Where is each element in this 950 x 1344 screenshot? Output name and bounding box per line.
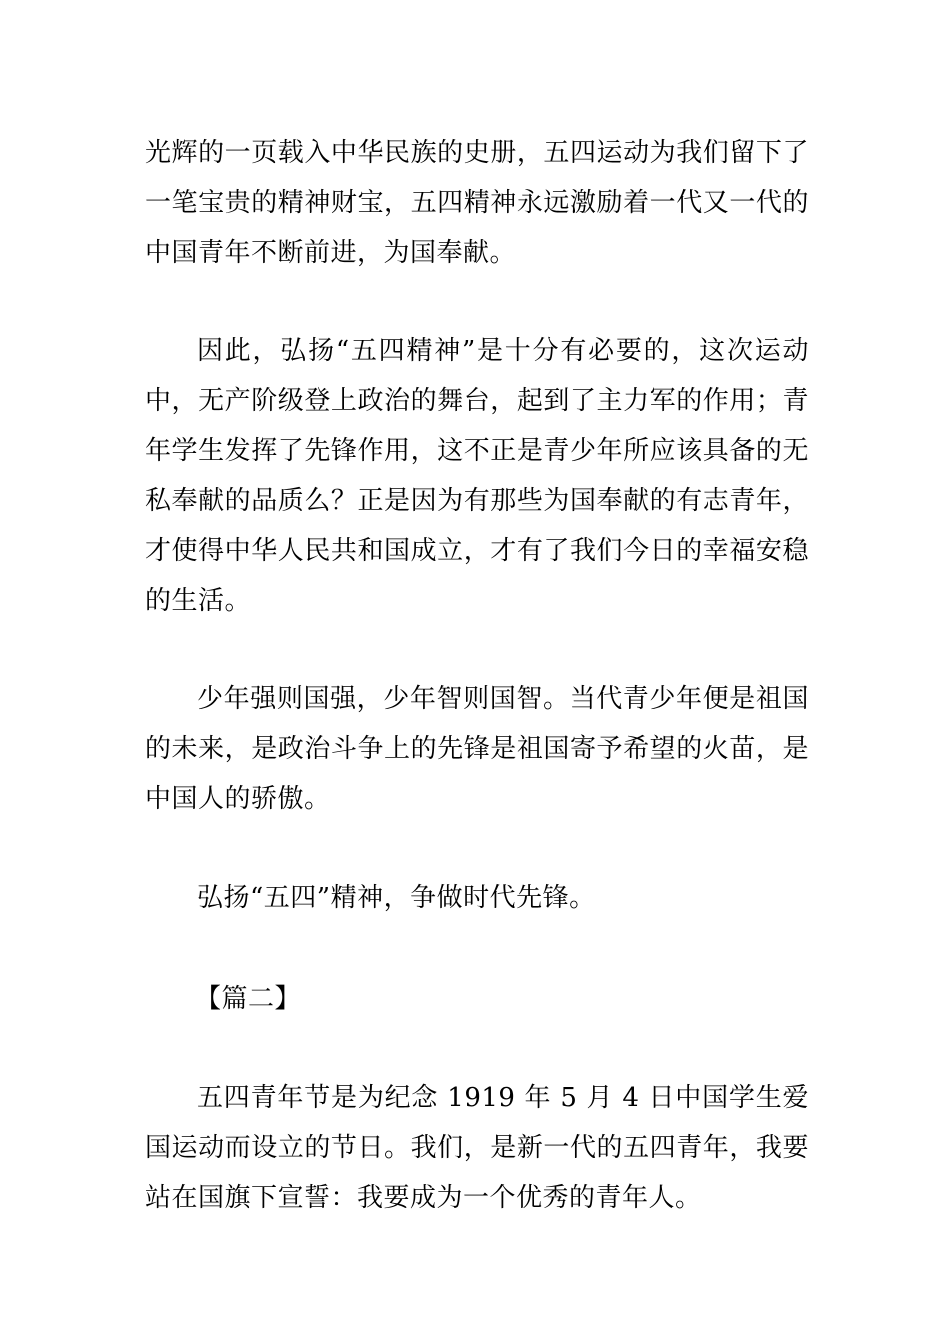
paragraph-youth-day: 五四青年节是为纪念 1919 年 5 月 4 日中国学生爱国运动而设立的节日。我们，是新一代的五四青年，我要站在国旗下宣誓：我要成为一个优秀的青年人。 bbox=[145, 1083, 809, 1213]
section-heading: 【篇二】 bbox=[195, 984, 302, 1014]
paragraph-spirit: 因此，弘扬“五四精神”是十分有必要的，这次运动中，无产阶级登上政治的舞台，起到了主力军的作用；青年学生发挥了先锋作用，这不正是青少年所应该具备的无私奉献的品质么？正是因为有那些为国奉献的有志青年，才使得中华人民共和国成立，才有了我们今日的幸福安稳的生活。 bbox=[145, 336, 809, 616]
paragraph-youth: 少年强则国强，少年智则国智。当代青少年便是祖国的未来，是政治斗争上的先锋是祖国寄予希望的火苗，是中国人的骄傲。 bbox=[145, 684, 809, 814]
paragraph-continuation: 光辉的一页载入中华民族的史册，五四运动为我们留下了一笔宝贵的精神财宝，五四精神永远激励着一代又一代的中国青年不断前进，为国奉献。 bbox=[145, 138, 809, 268]
paragraph-slogan: 弘扬“五四”精神，争做时代先锋。 bbox=[197, 883, 596, 913]
